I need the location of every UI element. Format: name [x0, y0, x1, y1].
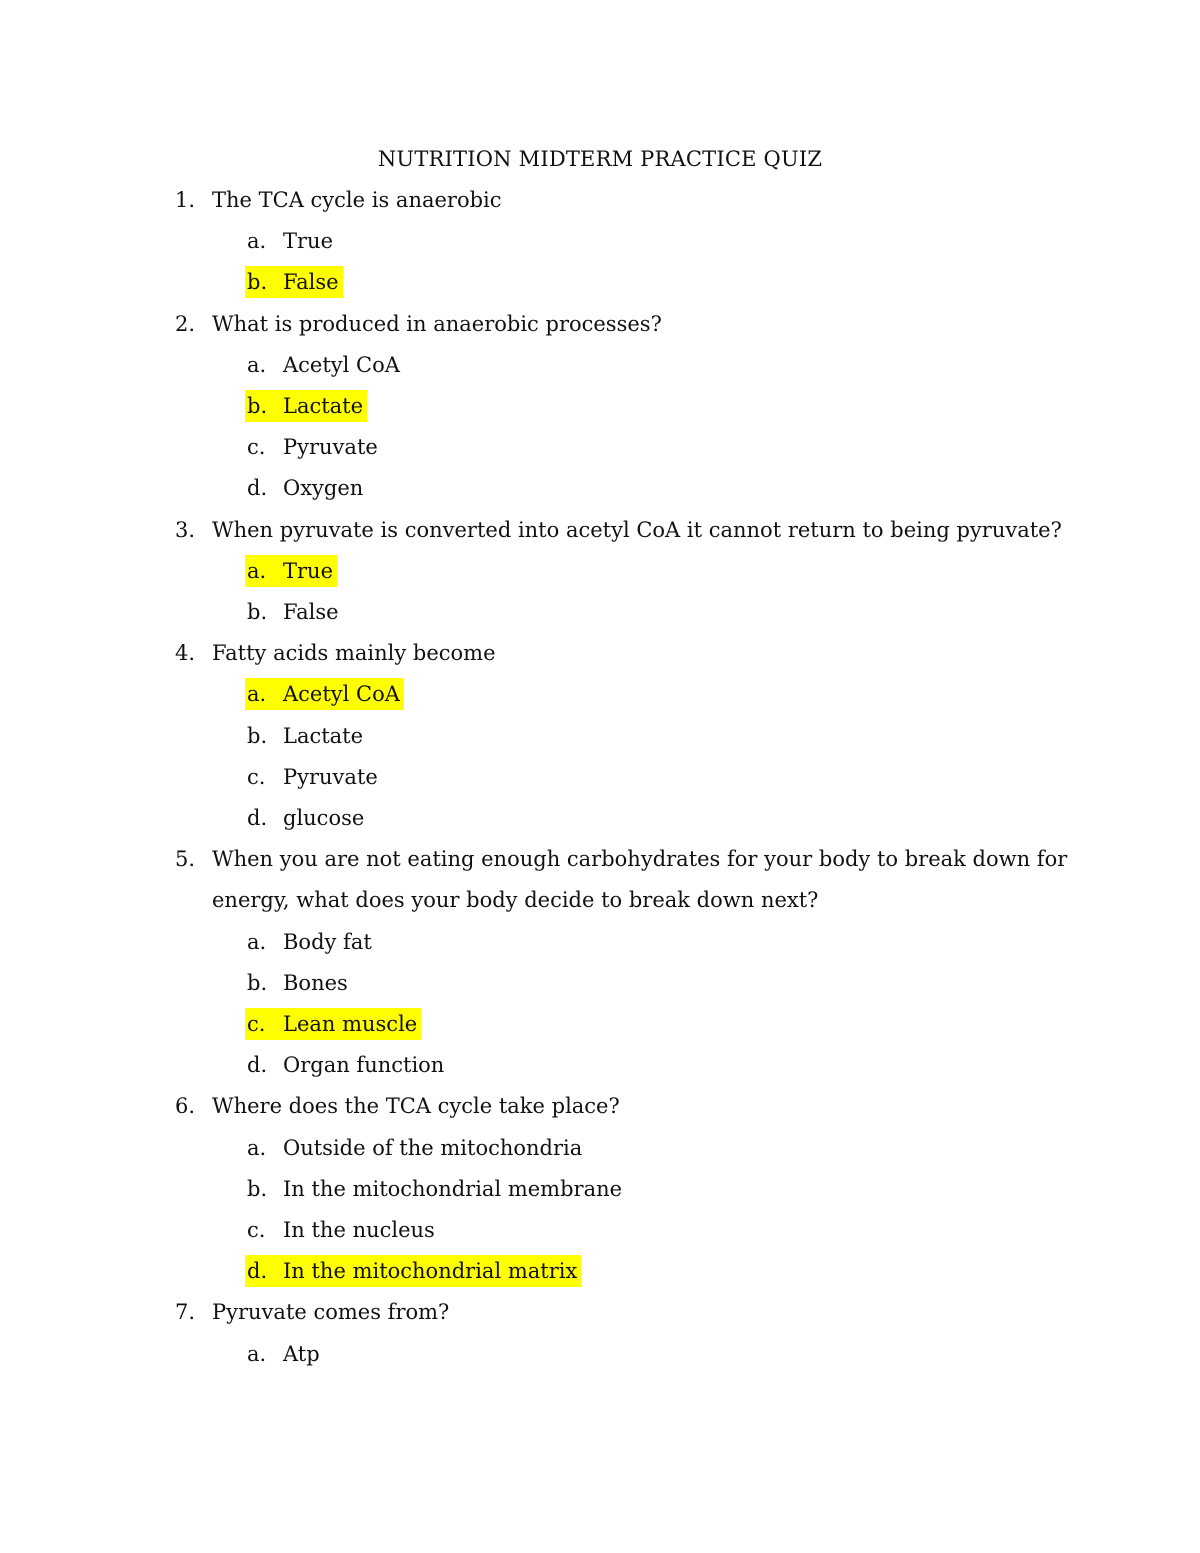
answer-option — [245, 1338, 324, 1370]
answer-option-highlighted — [245, 678, 404, 710]
option-letter: d. — [247, 1053, 268, 1077]
option-text: Acetyl CoA — [283, 353, 400, 377]
option-text: Pyruvate — [283, 765, 378, 789]
question-text: What is produced in anaerobic processes? — [212, 312, 662, 336]
question-text: The TCA cycle is anaerobic — [212, 188, 502, 212]
option-text: True — [283, 559, 333, 583]
question-text: When pyruvate is converted into acetyl CoA it cannot return to being pyruvate? — [212, 518, 1062, 542]
answer-option — [245, 761, 382, 793]
option-letter: d. — [247, 806, 268, 830]
answer-option-highlighted — [245, 1008, 421, 1040]
option-text: In the mitochondrial matrix — [283, 1259, 578, 1283]
question-text: Fatty acids mainly become — [212, 641, 496, 665]
answer-option — [245, 802, 368, 834]
option-text: Atp — [283, 1342, 320, 1366]
option-text: Lactate — [283, 394, 364, 418]
option-letter: a. — [247, 682, 267, 706]
option-letter: c. — [247, 765, 266, 789]
option-text: Acetyl CoA — [283, 682, 400, 706]
option-letter: b. — [247, 270, 268, 294]
question-number: 4. — [175, 641, 196, 665]
option-text: Pyruvate — [283, 435, 378, 459]
option-text: False — [283, 600, 339, 624]
answer-option — [245, 1049, 448, 1081]
answer-option-highlighted — [245, 1255, 581, 1287]
option-text: Outside of the mitochondria — [283, 1136, 583, 1160]
option-text: Oxygen — [283, 476, 364, 500]
answer-option — [245, 431, 382, 463]
option-text: In the nucleus — [283, 1218, 435, 1242]
question-text: Where does the TCA cycle take place? — [212, 1094, 620, 1118]
option-letter: b. — [247, 1177, 268, 1201]
answer-option — [245, 1132, 586, 1164]
option-text: In the mitochondrial membrane — [283, 1177, 623, 1201]
option-text: Organ function — [283, 1053, 445, 1077]
option-letter: a. — [247, 229, 267, 253]
option-letter: d. — [247, 476, 268, 500]
option-letter: a. — [247, 1136, 267, 1160]
option-letter: b. — [247, 724, 268, 748]
answer-option — [245, 926, 376, 958]
question-number: 6. — [175, 1094, 196, 1118]
question-text: energy, what does your body decide to break down next? — [212, 888, 819, 912]
option-letter: a. — [247, 930, 267, 954]
question-number: 1. — [175, 188, 196, 212]
option-letter: c. — [247, 1012, 266, 1036]
option-letter: a. — [247, 559, 267, 583]
answer-option — [245, 1214, 439, 1246]
question-text: Pyruvate comes from? — [212, 1300, 450, 1324]
answer-option — [245, 472, 367, 504]
option-letter: b. — [247, 394, 268, 418]
option-letter: c. — [247, 1218, 266, 1242]
option-letter: a. — [247, 353, 267, 377]
option-letter: b. — [247, 600, 268, 624]
option-text: False — [283, 270, 339, 294]
answer-option — [245, 1173, 626, 1205]
option-text: Body fat — [283, 930, 372, 954]
option-text: Bones — [283, 971, 348, 995]
question-number: 7. — [175, 1300, 196, 1324]
answer-option — [245, 225, 337, 257]
option-text: Lean muscle — [283, 1012, 418, 1036]
answer-option — [245, 349, 404, 381]
answer-option-highlighted — [245, 555, 337, 587]
answer-option — [245, 967, 352, 999]
answer-option — [245, 720, 367, 752]
question-number: 5. — [175, 847, 196, 871]
answer-option-highlighted — [245, 266, 343, 298]
question-text: When you are not eating enough carbohydrates for your body to break down for — [212, 847, 1068, 871]
answer-option-highlighted — [245, 390, 367, 422]
question-number: 3. — [175, 518, 196, 542]
option-letter: c. — [247, 435, 266, 459]
option-text: glucose — [283, 806, 365, 830]
quiz-title: NUTRITION MIDTERM PRACTICE QUIZ — [377, 147, 823, 171]
question-number: 2. — [175, 312, 196, 336]
option-letter: b. — [247, 971, 268, 995]
answer-option — [245, 596, 343, 628]
option-letter: a. — [247, 1342, 267, 1366]
option-text: True — [283, 229, 333, 253]
option-text: Lactate — [283, 724, 364, 748]
option-letter: d. — [247, 1259, 268, 1283]
